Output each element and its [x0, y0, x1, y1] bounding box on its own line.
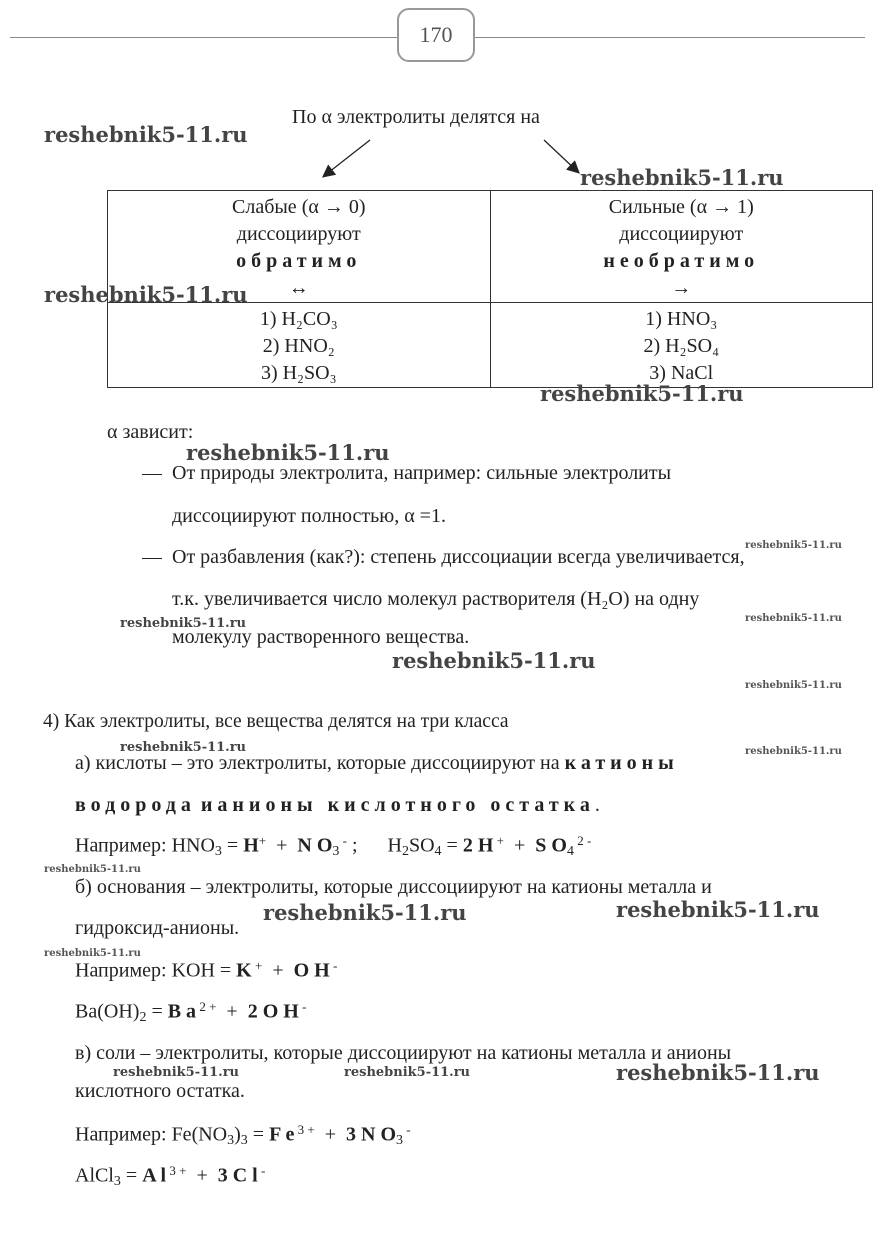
- diagram-title: По α электролиты делятся на: [292, 106, 540, 128]
- watermark: reshebnik5-11.ru: [44, 122, 248, 147]
- weak-header-cell: Слабые (α → 0) диссоциируют обратимо ↔: [108, 191, 491, 303]
- alpha-item-2: От разбавления (как?): степень диссоциации всегда увеличивается,: [142, 546, 745, 569]
- watermark: reshebnik5-11.ru: [580, 165, 784, 190]
- bases-example-1: Например: KOH = K + + O H -: [75, 958, 338, 982]
- watermark: reshebnik5-11.ru: [120, 616, 247, 631]
- watermark: reshebnik5-11.ru: [186, 440, 390, 465]
- weak-example: 2) HNO₂: [262, 335, 335, 357]
- watermark: reshebnik5-11.ru: [745, 540, 842, 551]
- watermark: reshebnik5-11.ru: [745, 613, 842, 624]
- weak-examples-cell: [108, 303, 491, 388]
- alpha-item-1-cont: диссоциируют полностью, α =1.: [172, 505, 446, 527]
- weak-example: 3) H₂SO₃: [260, 362, 337, 384]
- watermark: reshebnik5-11.ru: [392, 648, 596, 673]
- watermark: reshebnik5-11.ru: [113, 1065, 240, 1080]
- bases-line-2: гидроксид-анионы.: [75, 917, 240, 939]
- strong-example: 2) H₂SO₄: [643, 335, 720, 357]
- alpha-item-2-cont: т.к. увеличивается число молекул растворителя (H₂O) на одну: [172, 588, 700, 610]
- watermark: reshebnik5-11.ru: [44, 948, 141, 959]
- watermark: reshebnik5-11.ru: [263, 900, 467, 925]
- alpha-item-2-cont2: молекулу растворенного вещества.: [172, 626, 470, 648]
- acids-line-2: водорода и анионы кислотного остатка.: [75, 794, 600, 816]
- arrow-to-weak: [324, 140, 370, 176]
- watermark: reshebnik5-11.ru: [540, 381, 744, 406]
- bases-example-2: $Ba(OH)_2 = B$ a $^{2 +}$ + 2 O H -: [75, 999, 307, 1025]
- watermark: reshebnik5-11.ru: [44, 282, 248, 307]
- alpha-heading: α зависит:: [107, 421, 194, 443]
- bases-line-1: б) основания – электролиты, которые диссоциируют на катионы металла и: [75, 876, 712, 898]
- salts-line-1: в) соли – электролиты, которые диссоциируют на катионы металла и анионы: [75, 1042, 732, 1064]
- page-number: 170: [397, 8, 475, 62]
- strong-example: 1) HNO₃: [645, 308, 718, 330]
- watermark: reshebnik5-11.ru: [616, 897, 820, 922]
- dash-bullet: [142, 558, 162, 559]
- watermark: reshebnik5-11.ru: [44, 864, 141, 875]
- watermark: reshebnik5-11.ru: [344, 1065, 471, 1080]
- strong-examples-cell: [490, 303, 873, 388]
- salts-example-1: Например: $Fe(NO_3)_3 = F$ e $^{3 +}$ + 3 N $O_3$ -: [75, 1122, 411, 1148]
- alpha-item-1: От природы электролита, например: сильные электролиты: [142, 462, 671, 485]
- salts-example-2: AlCl$_3$ = A l $^{3 +}$ + 3 C l -: [75, 1163, 266, 1189]
- classes-heading: 4) Как электролиты, все вещества делятся на три класса: [43, 711, 509, 732]
- strong-header-cell: Сильные (α → 1) диссоциируют необратимо →: [490, 191, 873, 303]
- dash-bullet: [142, 474, 162, 475]
- arrow-to-strong: [544, 140, 578, 172]
- watermark: reshebnik5-11.ru: [745, 680, 842, 691]
- strong-example: 3) NaCl: [649, 362, 714, 384]
- weak-example: 1) H₂CO₃: [259, 308, 338, 330]
- watermark: reshebnik5-11.ru: [745, 746, 842, 757]
- watermark: reshebnik5-11.ru: [120, 740, 247, 755]
- acids-example: Например: $HNO_3 = H^+ + N$ $O_3$ - ; $H_2SO_4 = 2$ H + + S $O_4$ $^{2 -}$: [75, 833, 592, 859]
- salts-line-2: кислотного остатка.: [75, 1080, 245, 1102]
- acids-line-1: а) кислоты – это электролиты, которые диссоциируют на катионы: [75, 752, 679, 774]
- watermark: reshebnik5-11.ru: [616, 1060, 820, 1085]
